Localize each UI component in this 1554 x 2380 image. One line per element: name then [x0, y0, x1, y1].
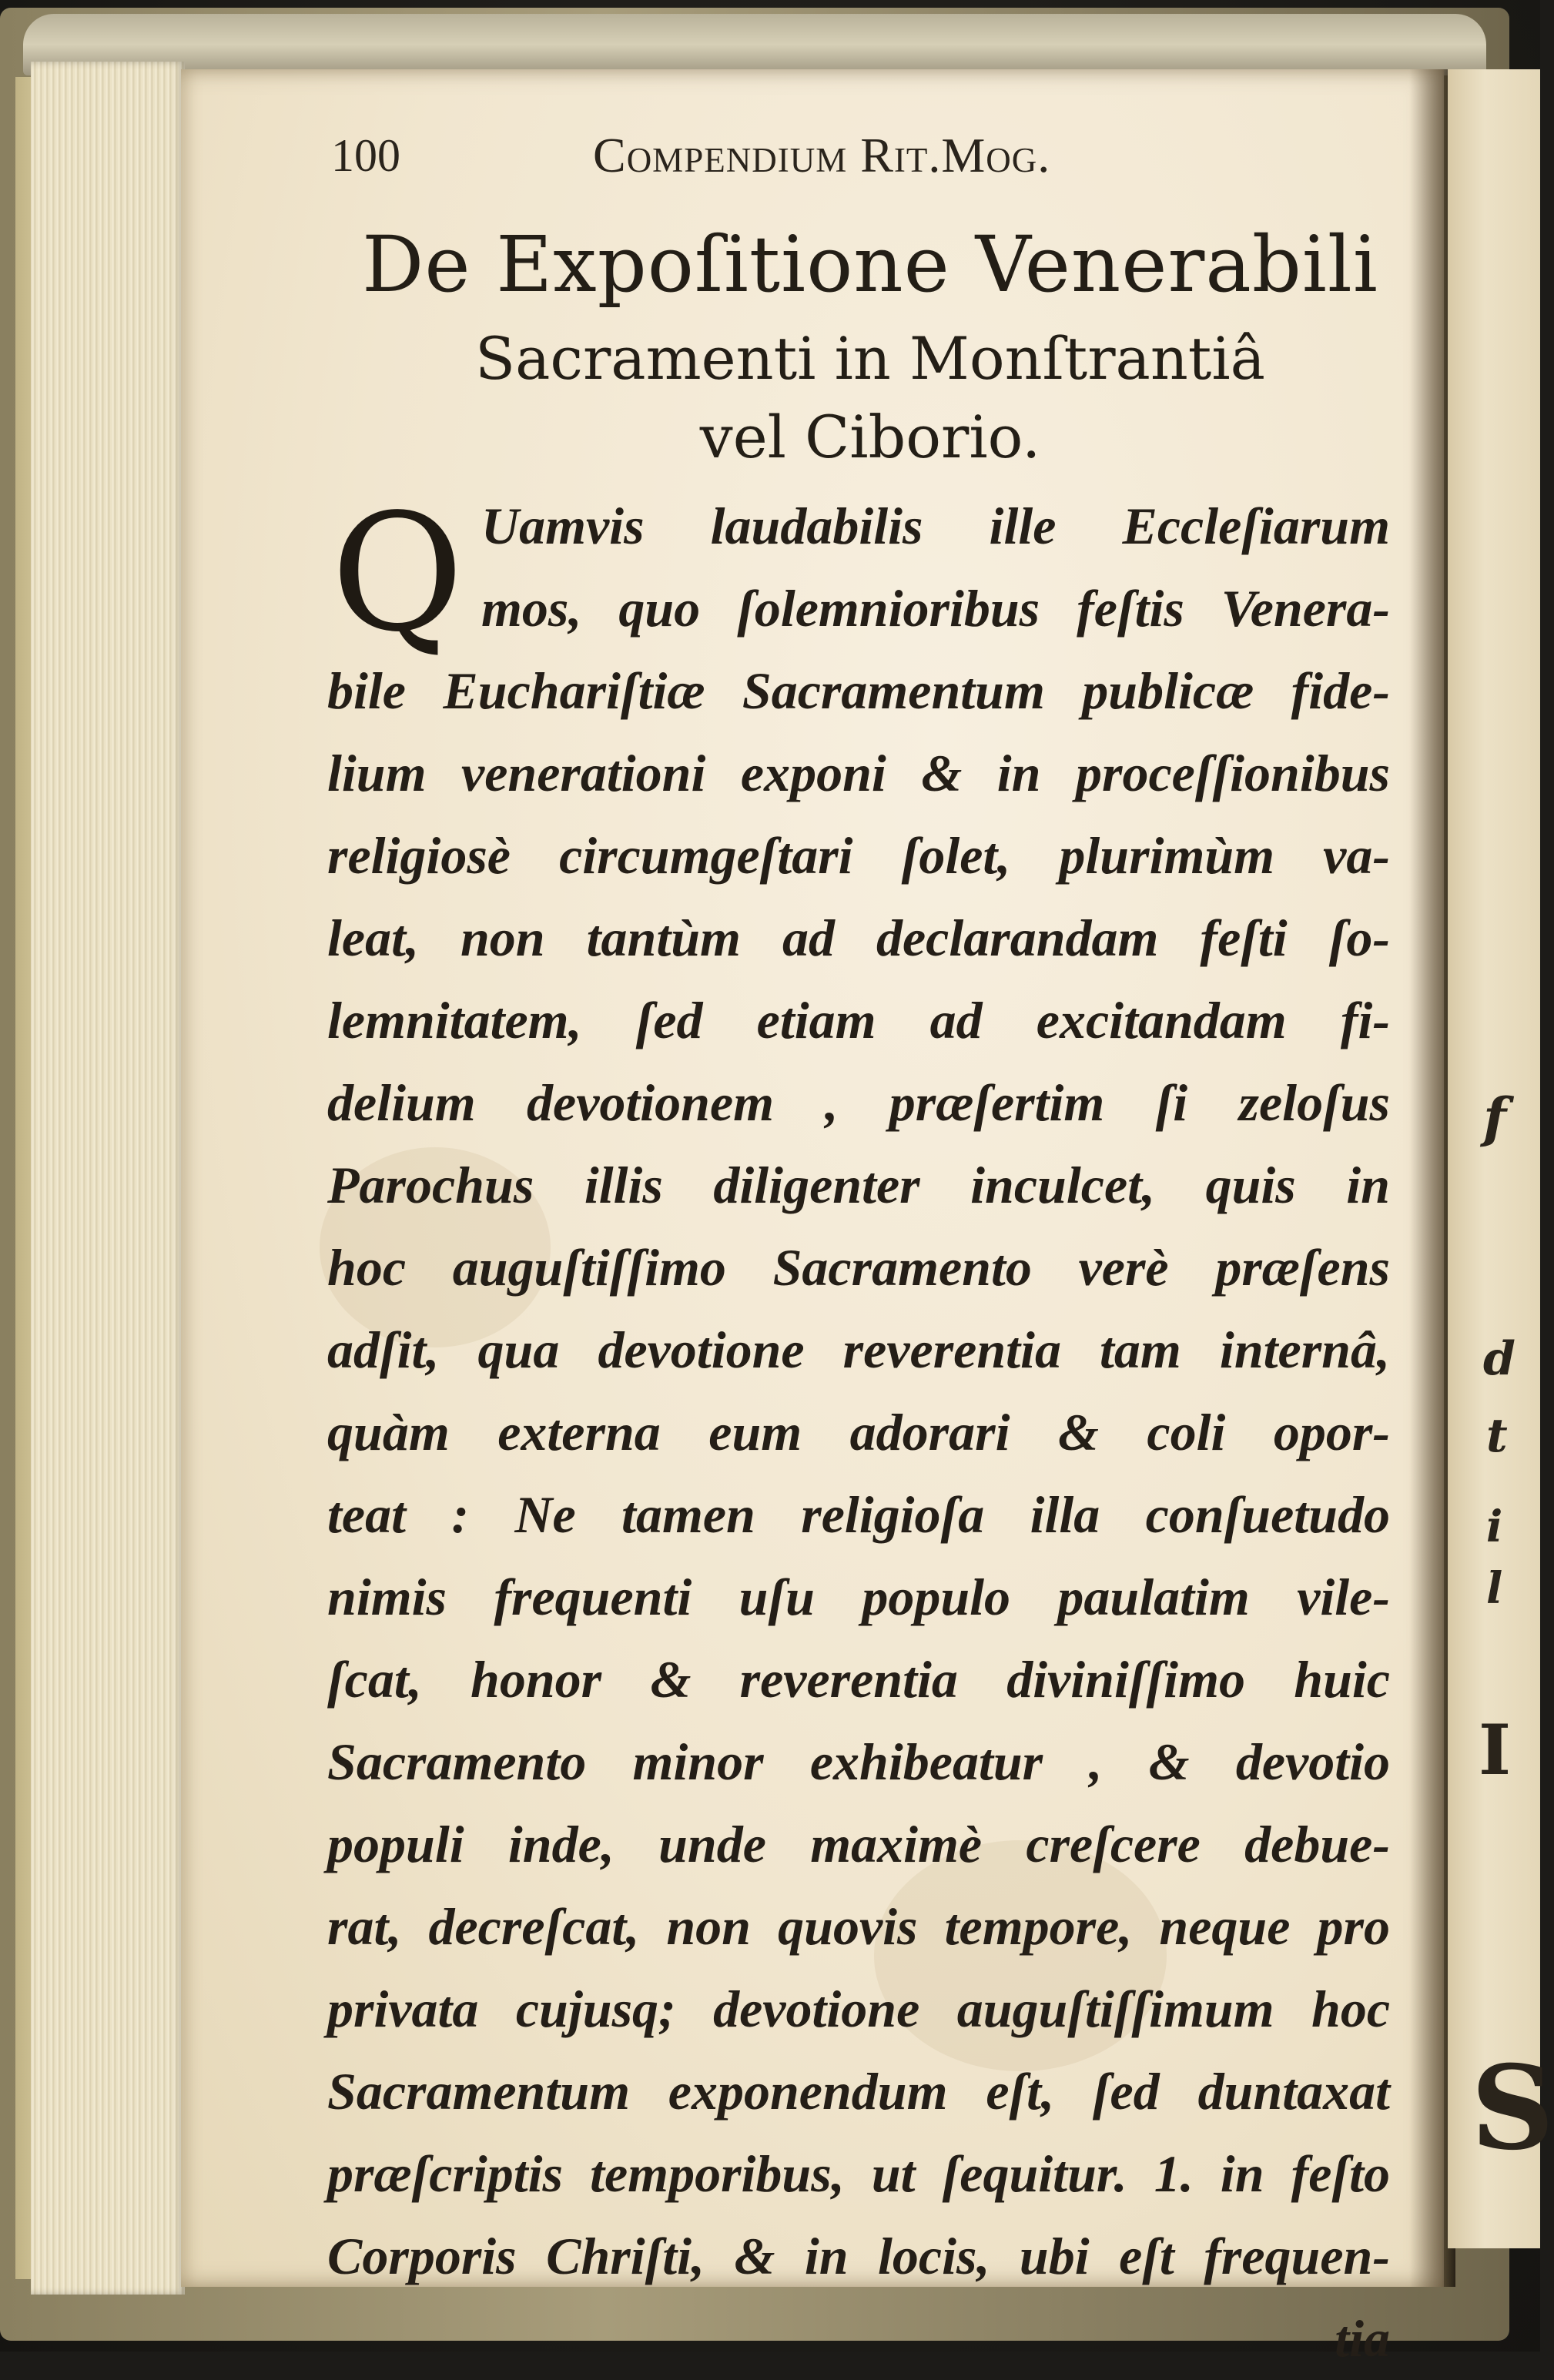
text-line: Sacramento minor exhibeatur , & devotio [327, 1732, 1390, 1791]
text-line: Corporis Chriſti, & in locis, ubi eſt frequen- [327, 2227, 1390, 2285]
next-page-fragment: f [1483, 1086, 1507, 1150]
next-page-fragment: i [1486, 1501, 1503, 1552]
text-line: hoc auguſtiſſimo Sacramento verè præſens [327, 1238, 1390, 1297]
text-line: leat, non tantùm ad declarandam feſti ſo- [327, 909, 1390, 967]
next-page-edge [1448, 69, 1554, 2248]
drop-cap: Q [331, 479, 464, 668]
text-line: Uamvis laudabilis ille Eccleſiarum [481, 497, 1390, 555]
next-page-fragment: I [1479, 1709, 1512, 1791]
text-line: præſcriptis temporibus, ut ſequitur. 1. in feſto [327, 2144, 1390, 2203]
text-line: Parochus illis diligenter inculcet, quis in [327, 1156, 1390, 1214]
running-head: Compendium Rit.Mog. [593, 128, 1051, 182]
text-line: quàm externa eum adorari & coli opor- [327, 1403, 1390, 1461]
text-line: teat : Ne tamen religioſa illa conſuetudo [327, 1485, 1390, 1544]
text-line: ſcat, honor & reverentia diviniſſimo huic [327, 1650, 1390, 1709]
body-text [327, 479, 1390, 2380]
text-line: rat, decreſcat, non quovis tempore, neque pro [327, 1897, 1390, 1956]
page-number: 100 [331, 130, 400, 181]
text-line: mos, quo ſolemnioribus feſtis Venera- [481, 579, 1390, 638]
section-title [331, 216, 1409, 476]
title-line-3: vel Ciborio. [699, 403, 1041, 471]
text-line: lemnitatem, ſed etiam ad excitandam fi- [327, 991, 1390, 1049]
text-line: privata cujusq; devotione auguſtiſſimum hoc [327, 1980, 1390, 2038]
next-page-fragment: S [1471, 2040, 1554, 2176]
title-line-2: Sacramenti in Monſtrantiâ [475, 324, 1265, 393]
text-line: adſit, qua devotione reverentia tam internâ, [327, 1321, 1390, 1379]
page-edges [31, 62, 185, 2295]
text-line: Sacramentum exponendum eſt, ſed duntaxat [327, 2062, 1390, 2121]
next-page-fragment: d [1483, 1332, 1515, 1386]
catchword: tia [1335, 2309, 1390, 2368]
text-line: bile Euchariſtiæ Sacramentum publicæ fide- [327, 661, 1390, 720]
next-page-fragment: t [1486, 1409, 1508, 1463]
text-line: nimis frequenti uſu populo paulatim vile- [327, 1568, 1390, 1626]
text-line: lium venerationi exponi & in proceſſionibus [327, 744, 1390, 802]
text-line: populi inde, unde maximè creſcere debue- [327, 1815, 1390, 1873]
title-line-1: De Expoſitione Venerabili [362, 219, 1378, 310]
book-headband [23, 14, 1486, 75]
next-page-fragment: l [1486, 1563, 1503, 1614]
text-line: delium devotionem , præſertim ſi zeloſus [327, 1073, 1390, 1132]
text-line: religiosè circumgeſtari ſolet, plurimùm va- [327, 826, 1390, 885]
